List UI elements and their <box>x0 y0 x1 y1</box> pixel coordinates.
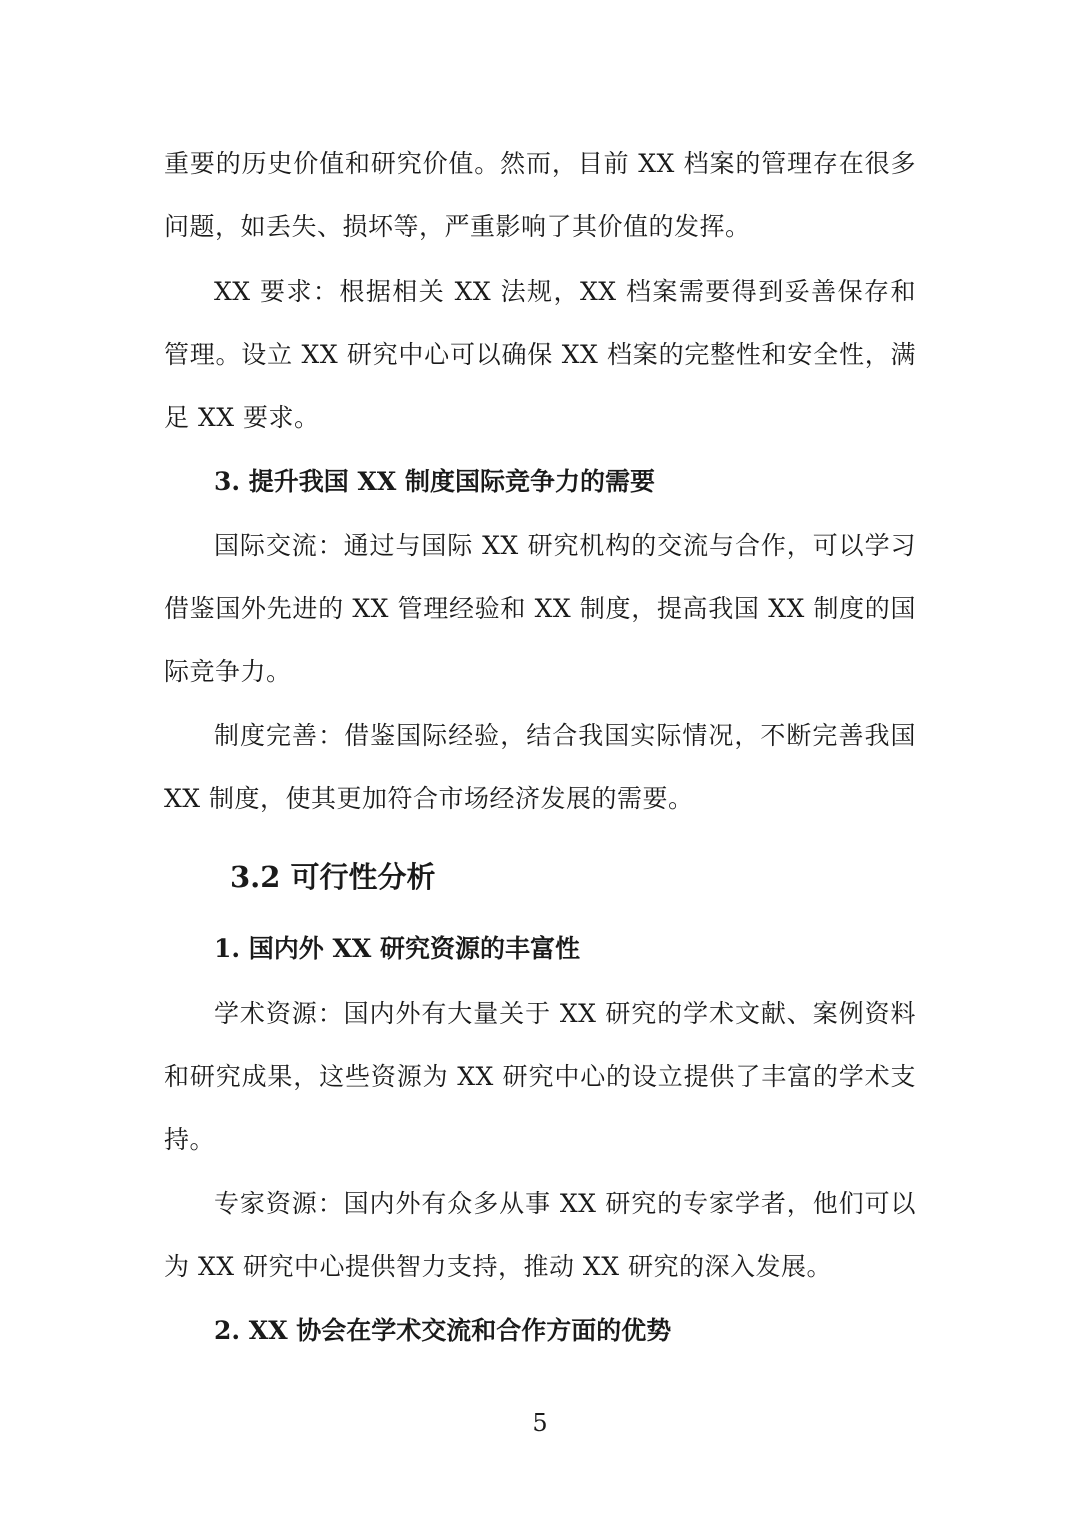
paragraph-expert-resources: 专家资源：国内外有众多从事 XX 研究的专家学者，他们可以为 XX 研究中心提供智力支持，推动 XX 研究的深入发展。 <box>164 1189 916 1281</box>
subheading-association-advantage: 2. XX 协会在学术交流和合作方面的优势 <box>214 1316 672 1345</box>
page-number: 5 <box>532 1409 548 1437</box>
paragraph-system-improvement: 制度完善：借鉴国际经验，结合我国实际情况，不断完善我国 XX 制度，使其更加符合市场经济发展的需要。 <box>164 721 916 813</box>
paragraph-history-value: 重要的历史价值和研究价值。然而，目前 XX 档案的管理存在很多问题，如丢失、损坏等，严重影响了其价值的发挥。 <box>164 149 916 241</box>
paragraph-academic-resources: 学术资源：国内外有大量关于 XX 研究的学术文献、案例资料和研究成果，这些资源为 XX 研究中心的设立提供了丰富的学术支持。 <box>164 999 916 1154</box>
paragraph-international-exchange: 国际交流：通过与国际 XX 研究机构的交流与合作，可以学习借鉴国外先进的 XX 管理经验和 XX 制度，提高我国 XX 制度的国际竞争力。 <box>164 531 916 686</box>
subheading-international-competitiveness: 3. 提升我国 XX 制度国际竞争力的需要 <box>214 467 656 496</box>
section-heading-feasibility: 3.2 可行性分析 <box>230 860 436 894</box>
subheading-research-resources: 1. 国内外 XX 研究资源的丰富性 <box>214 934 581 963</box>
paragraph-xx-requirement: XX 要求：根据相关 XX 法规，XX 档案需要得到妥善保存和管理。设立 XX 研究中心可以确保 XX 档案的完整性和安全性，满足 XX 要求。 <box>164 277 916 432</box>
